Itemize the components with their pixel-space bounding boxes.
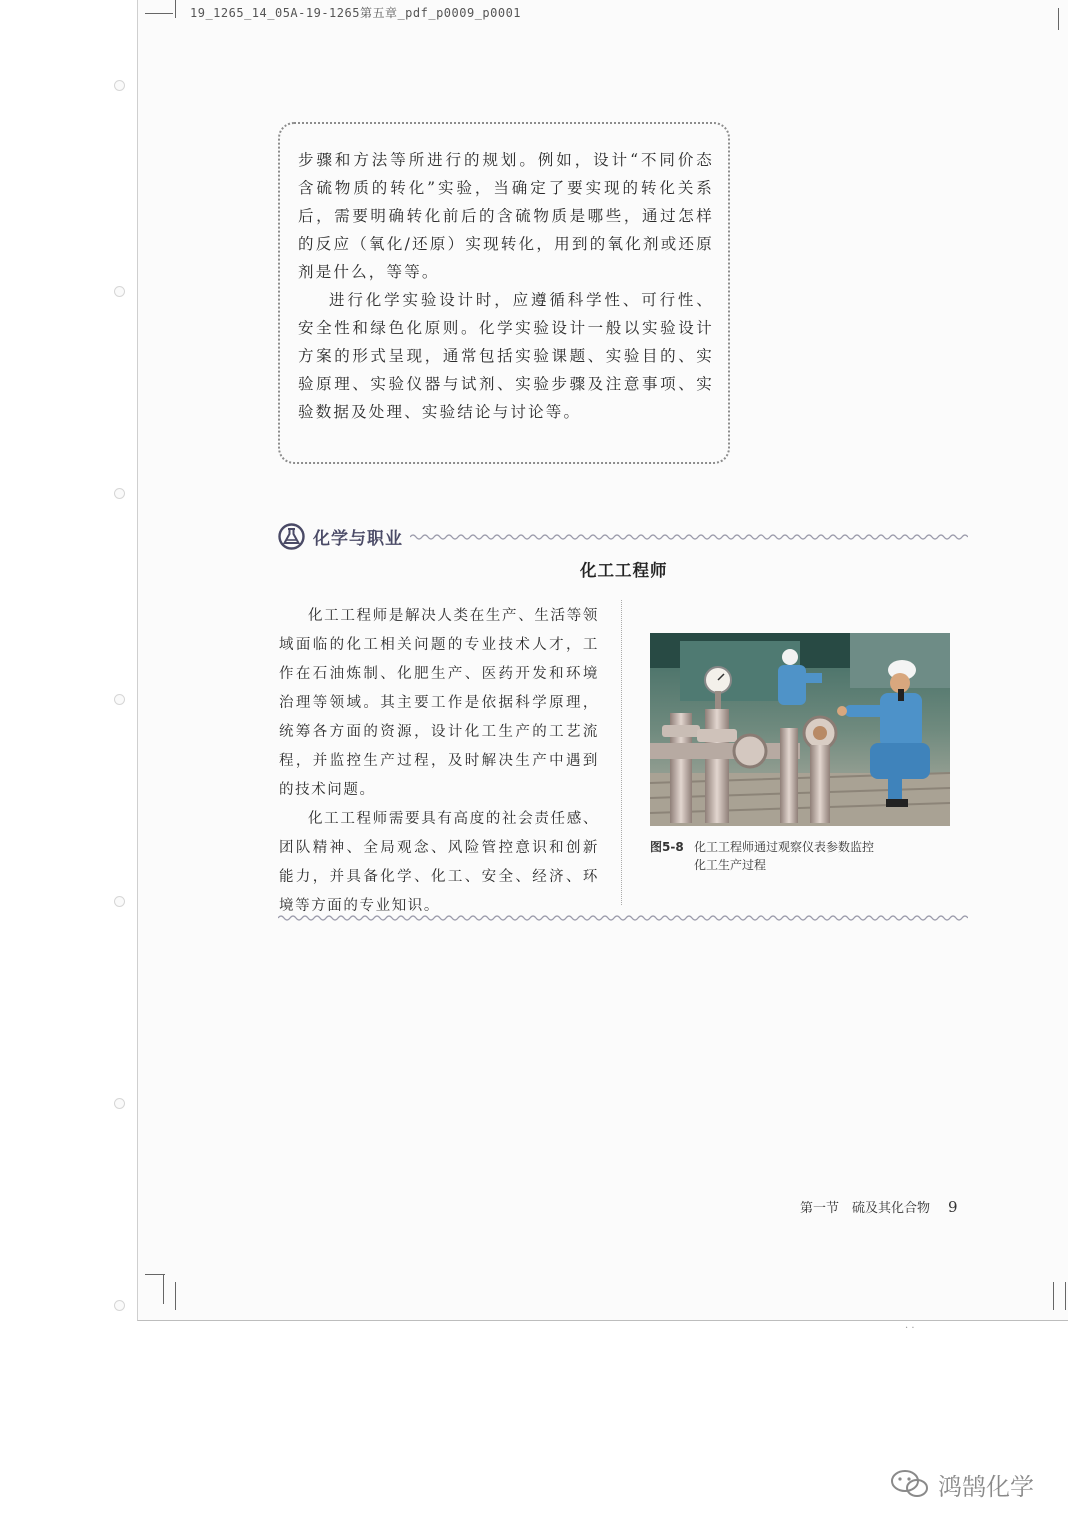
article-paragraph: 化工工程师是解决人类在生产、生活等领域面临的化工相关问题的专业技术人才，工作在石油炼制、化肥生产、医药开发和环境治理等领域。其主要工作是依据科学原理，统筹各方面的资源，设计化工生产的工艺流程，并监控生产过程，及时解决生产中遇到的技术问题。 <box>279 608 599 798</box>
binder-hole <box>114 80 125 91</box>
wave-divider <box>278 914 968 922</box>
crop-mark <box>175 1282 176 1310</box>
caption-line: 化工工程师通过观察仪表参数监控 <box>694 840 875 854</box>
article-title: 化工工程师 <box>580 561 668 580</box>
note-paragraph: 步骤和方法等所进行的规划。例如，设计“不同价态含硫物质的转化”实验，当确定了要实现的转化关系后，需要明确转化前后的含硫物质是哪些，通过怎样的反应（氧化/还原）实现转化，用到的氧化剂或还原剂是什么，等等。 <box>298 151 714 281</box>
crop-mark <box>145 1274 165 1275</box>
wechat-icon <box>890 1468 930 1500</box>
watermark <box>890 1466 1034 1502</box>
binder-hole <box>114 488 125 499</box>
method-note-box <box>278 122 730 464</box>
binder-hole <box>114 1300 125 1311</box>
binder-hole <box>114 694 125 705</box>
figure-caption <box>650 838 940 874</box>
crop-mark <box>145 13 173 14</box>
crop-mark <box>1058 8 1059 30</box>
figure-number: 图5-8 <box>650 840 684 854</box>
watermark-text: 鸿鹄化学 <box>938 1472 1034 1501</box>
crop-mark <box>175 0 176 18</box>
binder-hole <box>114 1098 125 1109</box>
crop-mark <box>163 1274 164 1304</box>
scan-speck: · · <box>905 1323 915 1334</box>
wave-divider <box>410 533 968 541</box>
file-name-header: 19_1265_14_05A-19-1265第五章_pdf_p0009_p0001 <box>190 6 522 20</box>
page-footer <box>800 1197 958 1216</box>
engineer-photo <box>650 633 950 826</box>
caption-line: 化工生产过程 <box>694 858 767 872</box>
article-paragraph: 化工工程师需要具有高度的社会责任感、团队精神、全局观念、风险管控意识和创新能力，并具备化学、化工、安全、经济、环境等方面的专业知识。 <box>279 811 599 914</box>
binder-hole <box>114 896 125 907</box>
column-divider <box>621 600 622 905</box>
crop-mark <box>1053 1282 1054 1310</box>
flask-circle-icon <box>278 523 305 550</box>
note-paragraph: 进行化学实验设计时，应遵循科学性、可行性、安全性和绿色化原则。化学实验设计一般以实验设计方案的形式呈现，通常包括实验课题、实验目的、实验原理、实验仪器与试剂、实验步骤及注意事项、实验数据及处理、实验结论与讨论等。 <box>298 291 714 421</box>
section-title: 化学与职业 <box>313 529 403 549</box>
article-body <box>279 602 599 921</box>
binder-hole <box>114 286 125 297</box>
footer-section: 第一节 硫及其化合物 <box>800 1201 931 1216</box>
section-header <box>278 520 968 554</box>
page-number: 9 <box>948 1198 958 1216</box>
crop-mark <box>1065 1282 1066 1310</box>
